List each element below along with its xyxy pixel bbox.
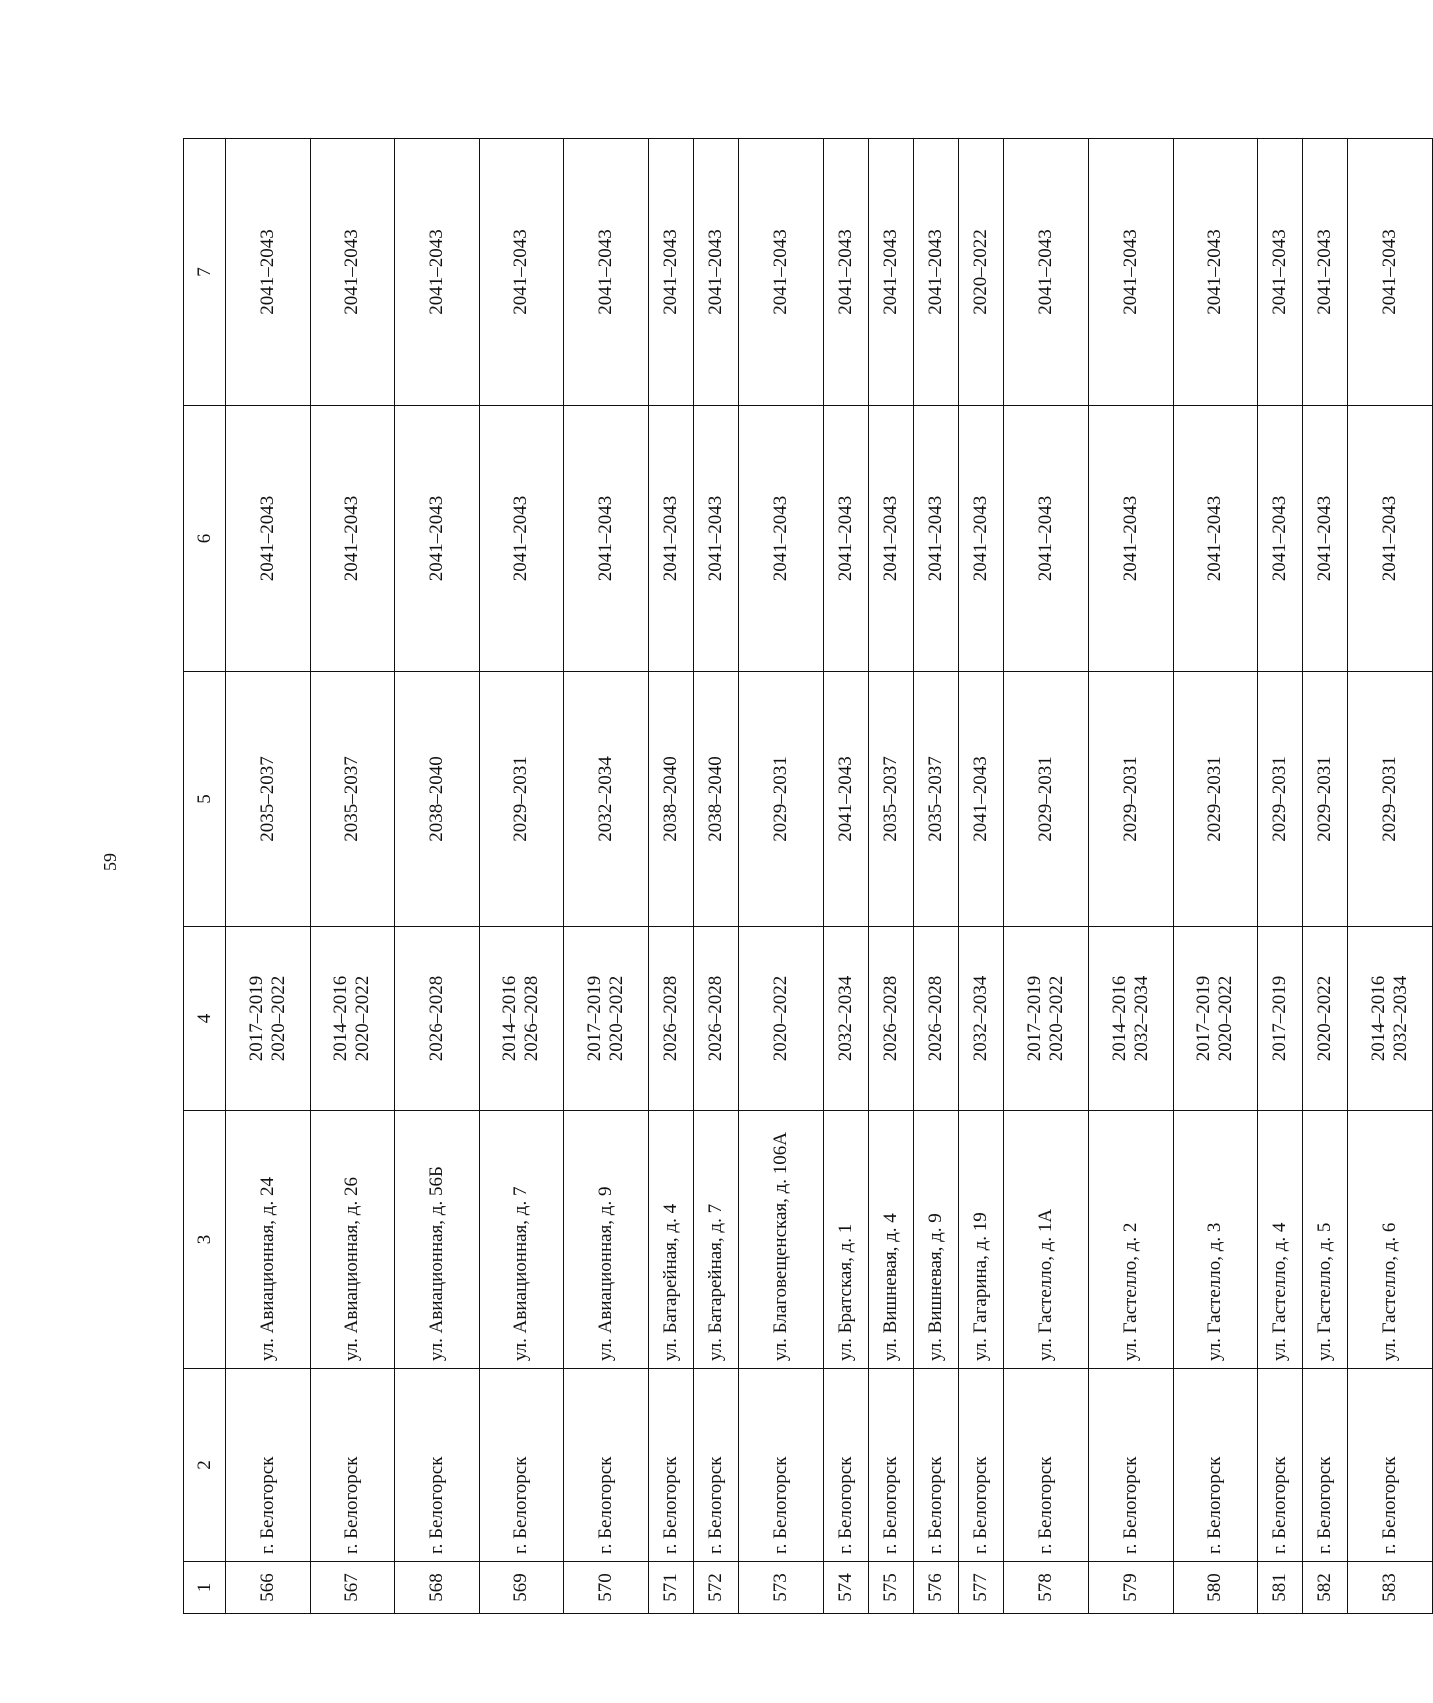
city-cell: г. Белогорск <box>564 1369 649 1562</box>
col5-cell: 2029–2031 <box>1004 672 1089 927</box>
period-cell <box>1348 927 1433 1111</box>
row-number: 567 <box>310 1562 395 1614</box>
col6-cell: 2041–2043 <box>739 406 824 672</box>
row-number: 574 <box>823 1562 868 1614</box>
col7-cell: 2041–2043 <box>1004 139 1089 406</box>
col5-cell: 2032–2034 <box>564 672 649 927</box>
period-line: 2020–2022 <box>352 975 374 1062</box>
row-number: 569 <box>479 1562 564 1614</box>
column-header: 7 <box>184 139 226 406</box>
col5-cell: 2035–2037 <box>226 672 311 927</box>
col7-cell: 2041–2043 <box>395 139 480 406</box>
period-line: 2020–2022 <box>769 975 791 1062</box>
period-line: 2014–2016 <box>1368 975 1390 1062</box>
city-cell: г. Белогорск <box>959 1369 1004 1562</box>
address-cell: ул. Гагарина, д. 19 <box>959 1111 1004 1369</box>
row-number: 570 <box>564 1562 649 1614</box>
period-line: 2014–2016 <box>499 975 521 1062</box>
city-cell: г. Белогорск <box>479 1369 564 1562</box>
city-cell: г. Белогорск <box>823 1369 868 1562</box>
col7-cell: 2041–2043 <box>823 139 868 406</box>
city-cell: г. Белогорск <box>739 1369 824 1562</box>
city-cell: г. Белогорск <box>693 1369 738 1562</box>
col6-cell: 2041–2043 <box>693 406 738 672</box>
period-cell <box>310 927 395 1111</box>
period-line: 2026–2028 <box>659 975 681 1062</box>
address-cell: ул. Гастелло, д. 6 <box>1348 1111 1433 1369</box>
period-line: 2020–2022 <box>1215 975 1237 1062</box>
col6-cell: 2041–2043 <box>1088 406 1173 672</box>
city-cell: г. Белогорск <box>648 1369 693 1562</box>
address-cell: ул. Авиационная, д. 24 <box>226 1111 311 1369</box>
period-cell <box>1088 927 1173 1111</box>
row-number: 575 <box>868 1562 913 1614</box>
table-row <box>226 139 311 1614</box>
col5-cell: 2038–2040 <box>648 672 693 927</box>
period-line: 2032–2034 <box>1130 975 1152 1062</box>
city-cell: г. Белогорск <box>868 1369 913 1562</box>
column-header: 5 <box>184 672 226 927</box>
period-line: 2020–2022 <box>605 975 627 1062</box>
row-number: 583 <box>1348 1562 1433 1614</box>
address-cell: ул. Гастелло, д. 4 <box>1258 1111 1303 1369</box>
period-cell <box>648 927 693 1111</box>
period-line: 2026–2028 <box>425 975 447 1062</box>
col5-cell: 2035–2037 <box>914 672 959 927</box>
column-header: 1 <box>184 1562 226 1614</box>
address-cell: ул. Гастелло, д. 1А <box>1004 1111 1089 1369</box>
period-line: 2026–2028 <box>925 975 947 1062</box>
address-cell: ул. Гастелло, д. 3 <box>1173 1111 1258 1369</box>
address-cell: ул. Авиационная, д. 9 <box>564 1111 649 1369</box>
header-row <box>184 139 226 1614</box>
col6-cell: 2041–2043 <box>395 406 480 672</box>
col6-cell: 2041–2043 <box>959 406 1004 672</box>
table-row <box>1088 139 1173 1614</box>
period-cell <box>739 927 824 1111</box>
row-number: 573 <box>739 1562 824 1614</box>
period-cell <box>959 927 1004 1111</box>
col5-cell: 2029–2031 <box>1258 672 1303 927</box>
col7-cell: 2041–2043 <box>739 139 824 406</box>
col6-cell: 2041–2043 <box>648 406 693 672</box>
row-number: 582 <box>1303 1562 1348 1614</box>
table-row <box>1173 139 1258 1614</box>
table-row <box>959 139 1004 1614</box>
col6-cell: 2041–2043 <box>823 406 868 672</box>
city-cell: г. Белогорск <box>1088 1369 1173 1562</box>
row-number: 566 <box>226 1562 311 1614</box>
table-row <box>1348 139 1433 1614</box>
col5-cell: 2041–2043 <box>823 672 868 927</box>
period-cell <box>914 927 959 1111</box>
address-cell: ул. Авиационная, д. 26 <box>310 1111 395 1369</box>
period-line: 2020–2022 <box>267 975 289 1062</box>
schedule-table <box>183 138 1433 1614</box>
period-cell <box>693 927 738 1111</box>
column-header: 3 <box>184 1111 226 1369</box>
col5-cell: 2035–2037 <box>310 672 395 927</box>
table-row <box>395 139 480 1614</box>
period-cell <box>823 927 868 1111</box>
col7-cell: 2041–2043 <box>914 139 959 406</box>
col5-cell: 2041–2043 <box>959 672 1004 927</box>
table-row <box>868 139 913 1614</box>
table-row <box>1004 139 1089 1614</box>
col7-cell: 2041–2043 <box>226 139 311 406</box>
period-line: 2020–2022 <box>1314 975 1336 1062</box>
address-cell: ул. Гастелло, д. 5 <box>1303 1111 1348 1369</box>
col7-cell: 2041–2043 <box>1258 139 1303 406</box>
period-line: 2026–2028 <box>879 975 901 1062</box>
period-cell <box>226 927 311 1111</box>
city-cell: г. Белогорск <box>1303 1369 1348 1562</box>
row-number: 568 <box>395 1562 480 1614</box>
col6-cell: 2041–2043 <box>1173 406 1258 672</box>
period-cell <box>564 927 649 1111</box>
col5-cell: 2035–2037 <box>868 672 913 927</box>
city-cell: г. Белогорск <box>226 1369 311 1562</box>
row-number: 581 <box>1258 1562 1303 1614</box>
row-number: 580 <box>1173 1562 1258 1614</box>
address-cell: ул. Авиационная, д. 56Б <box>395 1111 480 1369</box>
col5-cell: 2029–2031 <box>739 672 824 927</box>
period-line: 2017–2019 <box>583 975 605 1062</box>
period-cell <box>479 927 564 1111</box>
period-cell <box>395 927 480 1111</box>
table-row <box>693 139 738 1614</box>
city-cell: г. Белогорск <box>395 1369 480 1562</box>
table-row <box>648 139 693 1614</box>
col6-cell: 2041–2043 <box>868 406 913 672</box>
period-line: 2014–2016 <box>1108 975 1130 1062</box>
col6-cell: 2041–2043 <box>914 406 959 672</box>
col7-cell: 2041–2043 <box>1173 139 1258 406</box>
city-cell: г. Белогорск <box>1004 1369 1089 1562</box>
col7-cell: 2041–2043 <box>479 139 564 406</box>
col6-cell: 2041–2043 <box>1004 406 1089 672</box>
address-cell: ул. Вишневая, д. 4 <box>868 1111 913 1369</box>
col6-cell: 2041–2043 <box>564 406 649 672</box>
address-cell: ул. Батарейная, д. 4 <box>648 1111 693 1369</box>
col5-cell: 2038–2040 <box>693 672 738 927</box>
row-number: 576 <box>914 1562 959 1614</box>
period-line: 2017–2019 <box>1269 975 1291 1062</box>
address-cell: ул. Батарейная, д. 7 <box>693 1111 738 1369</box>
col5-cell: 2038–2040 <box>395 672 480 927</box>
col7-cell: 2041–2043 <box>564 139 649 406</box>
city-cell: г. Белогорск <box>1348 1369 1433 1562</box>
city-cell: г. Белогорск <box>914 1369 959 1562</box>
col7-cell: 2041–2043 <box>648 139 693 406</box>
table-row <box>1258 139 1303 1614</box>
period-line: 2020–2022 <box>1046 975 1068 1062</box>
col6-cell: 2041–2043 <box>1258 406 1303 672</box>
period-line: 2032–2034 <box>970 975 992 1062</box>
period-line: 2026–2028 <box>521 975 543 1062</box>
col7-cell: 2041–2043 <box>1348 139 1433 406</box>
period-line: 2032–2034 <box>834 975 856 1062</box>
column-header: 6 <box>184 406 226 672</box>
row-number: 579 <box>1088 1562 1173 1614</box>
table-row <box>310 139 395 1614</box>
period-line: 2032–2034 <box>1390 975 1412 1062</box>
table-row <box>479 139 564 1614</box>
rotated-table-container <box>183 139 1433 1614</box>
col7-cell: 2041–2043 <box>1303 139 1348 406</box>
period-line: 2017–2019 <box>245 975 267 1062</box>
address-cell: ул. Вишневая, д. 9 <box>914 1111 959 1369</box>
col5-cell: 2029–2031 <box>1303 672 1348 927</box>
address-cell: ул. Братская, д. 1 <box>823 1111 868 1369</box>
col5-cell: 2029–2031 <box>479 672 564 927</box>
col6-cell: 2041–2043 <box>226 406 311 672</box>
period-cell <box>1258 927 1303 1111</box>
row-number: 571 <box>648 1562 693 1614</box>
address-cell: ул. Гастелло, д. 2 <box>1088 1111 1173 1369</box>
table-row <box>739 139 824 1614</box>
address-cell: ул. Авиационная, д. 7 <box>479 1111 564 1369</box>
period-line: 2017–2019 <box>1024 975 1046 1062</box>
city-cell: г. Белогорск <box>310 1369 395 1562</box>
col6-cell: 2041–2043 <box>1348 406 1433 672</box>
col6-cell: 2041–2043 <box>479 406 564 672</box>
city-cell: г. Белогорск <box>1258 1369 1303 1562</box>
period-cell <box>1004 927 1089 1111</box>
row-number: 578 <box>1004 1562 1089 1614</box>
period-line: 2014–2016 <box>330 975 352 1062</box>
period-cell <box>868 927 913 1111</box>
col7-cell: 2020–2022 <box>959 139 1004 406</box>
col7-cell: 2041–2043 <box>693 139 738 406</box>
col5-cell: 2029–2031 <box>1088 672 1173 927</box>
col7-cell: 2041–2043 <box>1088 139 1173 406</box>
col7-cell: 2041–2043 <box>868 139 913 406</box>
period-cell <box>1173 927 1258 1111</box>
col7-cell: 2041–2043 <box>310 139 395 406</box>
row-number: 572 <box>693 1562 738 1614</box>
column-header: 4 <box>184 927 226 1111</box>
address-cell: ул. Благовещенская, д. 106А <box>739 1111 824 1369</box>
col6-cell: 2041–2043 <box>1303 406 1348 672</box>
table-row <box>1303 139 1348 1614</box>
period-cell <box>1303 927 1348 1111</box>
period-line: 2026–2028 <box>705 975 727 1062</box>
col5-cell: 2029–2031 <box>1173 672 1258 927</box>
table-row <box>914 139 959 1614</box>
column-header: 2 <box>184 1369 226 1562</box>
period-line: 2017–2019 <box>1193 975 1215 1062</box>
table-row <box>823 139 868 1614</box>
page-number: 59 <box>100 853 120 871</box>
city-cell: г. Белогорск <box>1173 1369 1258 1562</box>
table-row <box>564 139 649 1614</box>
col6-cell: 2041–2043 <box>310 406 395 672</box>
col5-cell: 2029–2031 <box>1348 672 1433 927</box>
row-number: 577 <box>959 1562 1004 1614</box>
